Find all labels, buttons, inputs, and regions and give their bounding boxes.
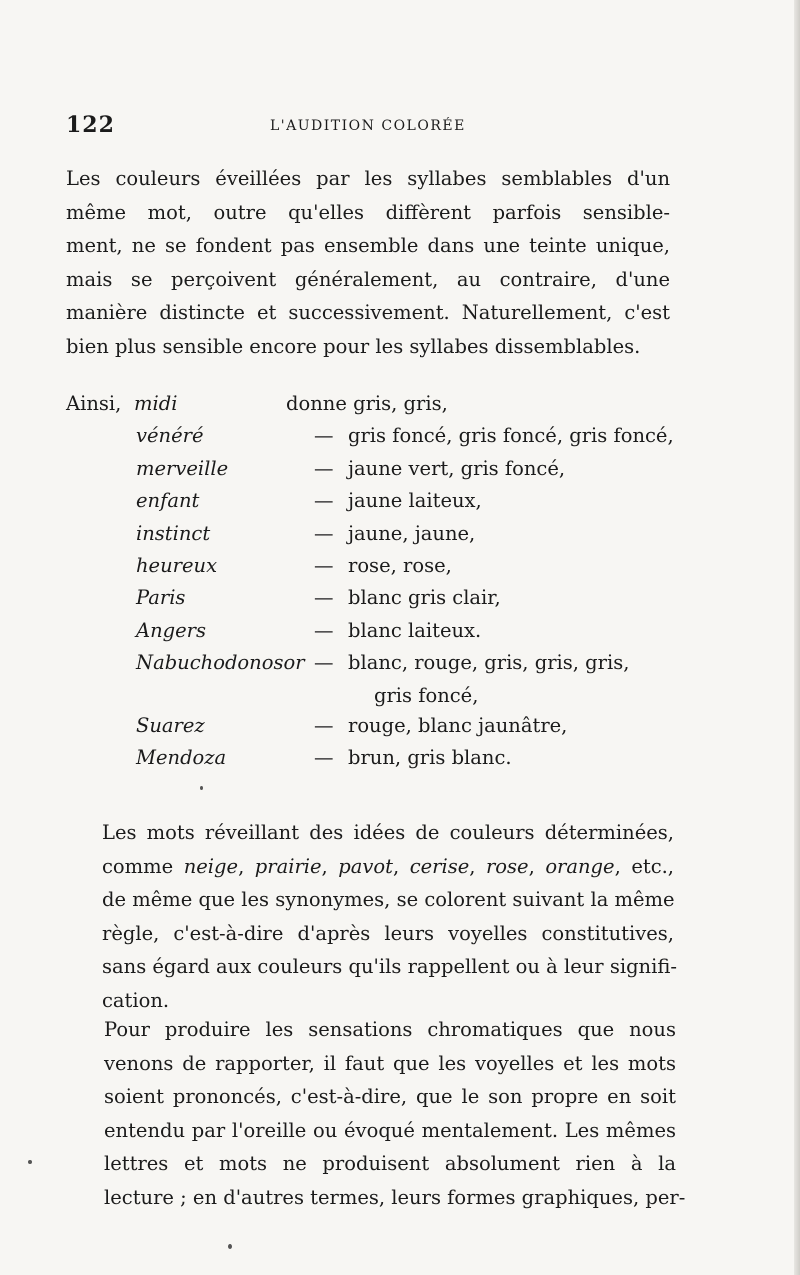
word-color-list	[66, 392, 686, 778]
list-dash: —	[314, 489, 334, 513]
text-fragment: etc.,	[631, 854, 675, 878]
list-item	[66, 457, 686, 489]
list-colors: rose, rose,	[348, 553, 452, 577]
text-line: soient prononcés, c'est-à-dire, que le son propre en soit	[104, 1085, 676, 1108]
paragraph-3	[76, 1013, 686, 1214]
list-word: vénéré	[136, 424, 204, 448]
list-word: Nabuchodonosor	[136, 651, 305, 675]
list-colors: jaune vert, gris foncé,	[348, 456, 566, 480]
list-dash: —	[314, 618, 334, 642]
running-title: L'AUDITION COLORÉE	[270, 118, 466, 134]
list-dash: —	[314, 651, 334, 675]
text-line: lecture ; en d'autres termes, leurs formes graphiques, per-	[104, 1185, 686, 1209]
text-line: venons de rapporter, il faut que les voyelles et les mots	[104, 1051, 676, 1075]
page-number: 122	[66, 112, 115, 138]
list-item	[66, 522, 686, 554]
text-line: Les couleurs éveillées par les syllabes semblables d'un	[66, 167, 670, 190]
list-dash: —	[314, 745, 334, 769]
list-dash: —	[314, 553, 334, 577]
list-colors: brun, gris blanc.	[348, 745, 512, 769]
text-line: règle, c'est-à-dire d'après leurs voyelles constitutives,	[102, 921, 674, 945]
text-line: mais se perçoivent généralement, au contraire, d'une	[66, 267, 670, 291]
list-dash: —	[314, 424, 334, 448]
list-colors	[286, 392, 448, 415]
list-item	[66, 489, 686, 521]
example-word: neige	[183, 854, 239, 878]
page-edge-shadow	[794, 0, 800, 1275]
text-line: cation.	[102, 988, 170, 1012]
list-colors: gris foncé,	[374, 683, 479, 707]
list-colors: gris foncé, gris foncé, gris foncé,	[348, 424, 674, 448]
print-speck	[200, 786, 203, 790]
text-fragment: comme	[102, 854, 174, 878]
text-line: manière distincte et successivement. Naturellement, c'est	[66, 301, 670, 324]
list-item	[66, 586, 686, 618]
list-word: instinct	[136, 521, 211, 545]
text-line: même mot, outre qu'elles diffèrent parfois sensible-	[66, 200, 670, 224]
list-item	[66, 714, 686, 746]
text-line: de même que les synonymes, se colorent suivant la même	[102, 888, 675, 911]
list-dash: —	[314, 456, 334, 480]
example-word: prairie	[254, 854, 322, 878]
list-colors: rouge, blanc jaunâtre,	[348, 713, 568, 737]
text-line: comme neige, prairie, pavot, cerise, rose, orange, etc.,	[102, 854, 675, 878]
paragraph-1	[66, 162, 670, 363]
list-colors: jaune laiteux,	[348, 489, 482, 513]
list-colors: blanc laiteux.	[348, 618, 482, 642]
list-item	[66, 619, 686, 651]
list-verb: donne	[286, 392, 347, 415]
list-dash: —	[314, 521, 334, 545]
list-item	[66, 554, 686, 586]
example-word: pavot	[338, 854, 393, 878]
print-speck	[28, 1160, 32, 1164]
list-item	[66, 746, 686, 778]
list-colors: blanc gris clair,	[348, 586, 501, 610]
list-word: enfant	[136, 489, 200, 513]
list-word: Angers	[136, 618, 206, 642]
text-line: entendu par l'oreille ou évoqué mentalement. Les mêmes	[104, 1118, 676, 1142]
list-color-values: gris, gris,	[353, 392, 448, 415]
list-item	[66, 651, 686, 683]
text-line: sans égard aux couleurs qu'ils rappellent ou à leur signifi-	[102, 955, 677, 978]
paragraph-2	[74, 816, 677, 1017]
list-dash: —	[314, 713, 334, 737]
print-speck	[228, 1244, 232, 1249]
list-word: merveille	[136, 456, 229, 480]
list-word: midi	[134, 392, 178, 415]
example-word: rose	[485, 854, 529, 878]
example-word: cerise	[409, 854, 470, 878]
list-item	[66, 392, 686, 424]
list-item	[66, 424, 686, 456]
list-colors: jaune, jaune,	[348, 521, 476, 545]
list-word: Paris	[136, 586, 186, 610]
list-word: Suarez	[136, 713, 205, 737]
list-dash: —	[314, 586, 334, 610]
example-word: orange	[545, 854, 615, 878]
list-word: heureux	[136, 553, 218, 577]
list-item-continuation	[66, 684, 686, 714]
page-header	[66, 112, 686, 142]
text-line: lettres et mots ne produisent absolument rien à la	[104, 1152, 676, 1175]
text-line: bien plus sensible encore pour les syllabes dissemblables.	[66, 334, 641, 358]
text-line: Les mots réveillant des idées de couleurs déterminées,	[102, 821, 674, 844]
list-word: Mendoza	[136, 745, 227, 769]
list-lead: Ainsi,	[66, 392, 122, 415]
list-colors: blanc, rouge, gris, gris, gris,	[348, 651, 630, 675]
text-line: ment, ne se fondent pas ensemble dans une teinte unique,	[66, 234, 670, 257]
text-line: Pour produire les sensations chromatiques que nous	[104, 1018, 676, 1041]
